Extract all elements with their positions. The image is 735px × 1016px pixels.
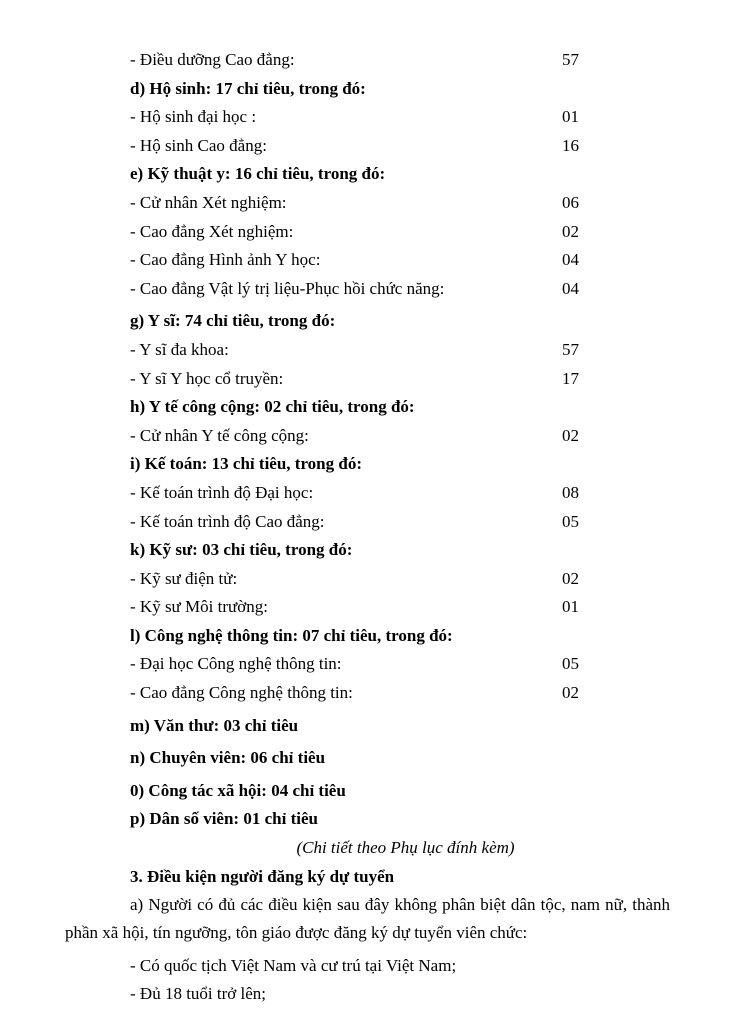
line-text: d) Hộ sinh: 17 chỉ tiêu, trong đó: xyxy=(130,78,366,98)
line-text: a) Người có đủ các điều kiện sau đây không phân biệt dân tộc, nam nữ, thành phần xã hội, tín ngưỡng, tôn giáo được đăng ký dự tuyển viên chức: xyxy=(65,895,670,943)
condition-line xyxy=(130,952,670,981)
quota-group-heading xyxy=(130,160,670,189)
line-text: - Kế toán trình độ Đại học: xyxy=(130,482,314,502)
quota-line xyxy=(130,132,670,161)
quota-value: 02 xyxy=(562,683,579,703)
quota-group-heading xyxy=(130,536,670,565)
quota-line xyxy=(130,508,670,537)
quota-line xyxy=(130,650,670,679)
line-text: - Cử nhân Y tế công cộng: xyxy=(130,425,309,445)
line-text: - Cao đẳng Xét nghiệm: xyxy=(130,221,294,241)
quota-line xyxy=(130,422,670,451)
quota-line xyxy=(130,218,670,247)
line-text: p) Dân số viên: 01 chỉ tiêu xyxy=(130,809,318,829)
quota-line xyxy=(130,679,670,708)
quota-value: 17 xyxy=(562,368,579,388)
quota-line xyxy=(130,365,670,394)
quota-group-heading xyxy=(130,805,670,834)
line-text: h) Y tế công cộng: 02 chỉ tiêu, trong đó: xyxy=(130,397,415,417)
quota-group-heading xyxy=(130,622,670,651)
line-text: - Hộ sinh đại học : xyxy=(130,107,257,127)
quota-value: 04 xyxy=(562,250,579,270)
section-heading xyxy=(130,863,670,892)
quota-value: 01 xyxy=(562,107,579,127)
line-text: l) Công nghệ thông tin: 07 chỉ tiêu, trong đó: xyxy=(130,625,453,645)
line-text: - Cử nhân Xét nghiệm: xyxy=(130,192,287,212)
line-text: - Kỹ sư điện tử: xyxy=(130,568,238,588)
quota-line xyxy=(130,593,670,622)
quota-value: 05 xyxy=(562,654,579,674)
line-text: - Đủ 18 tuổi trở lên; xyxy=(130,984,266,1004)
line-text: - Có quốc tịch Việt Nam và cư trú tại Việt Nam; xyxy=(130,955,457,975)
line-text: 0) Công tác xã hội: 04 chỉ tiêu xyxy=(130,780,346,800)
quota-value: 02 xyxy=(562,568,579,588)
line-text: 3. Điều kiện người đăng ký dự tuyển xyxy=(130,866,395,886)
line-text: - Cao đẳng Vật lý trị liệu-Phục hồi chức năng: xyxy=(130,278,445,298)
quota-value: 16 xyxy=(562,135,579,155)
quota-value: 57 xyxy=(562,339,579,359)
condition-line xyxy=(130,980,670,1009)
line-text: - Y sĩ đa khoa: xyxy=(130,339,229,359)
quota-group-heading xyxy=(130,307,670,336)
line-text: - Đại học Công nghệ thông tin: xyxy=(130,654,342,674)
line-text: m) Văn thư: 03 chỉ tiêu xyxy=(130,715,299,735)
quota-value: 04 xyxy=(562,278,579,298)
quota-value: 05 xyxy=(562,511,579,531)
quota-group-heading xyxy=(130,393,670,422)
line-text: - Cao đẳng Công nghệ thông tin: xyxy=(130,683,353,703)
quota-line xyxy=(130,565,670,594)
document-body xyxy=(65,46,670,1009)
line-text: - Y sĩ Y học cổ truyền: xyxy=(130,368,284,388)
body-paragraph xyxy=(65,891,670,947)
line-text: n) Chuyên viên: 06 chỉ tiêu xyxy=(130,748,326,768)
line-text: - Điều dưỡng Cao đẳng: xyxy=(130,50,295,69)
quota-value: 57 xyxy=(562,50,579,69)
quota-line xyxy=(130,336,670,365)
line-text: (Chi tiết theo Phụ lục đính kèm) xyxy=(296,838,515,858)
line-text: - Hộ sinh Cao đẳng: xyxy=(130,135,267,155)
line-text: i) Kế toán: 13 chỉ tiêu, trong đó: xyxy=(130,454,363,474)
quota-line xyxy=(130,246,670,275)
quota-value: 06 xyxy=(562,192,579,212)
quota-group-heading xyxy=(130,450,670,479)
quota-value: 01 xyxy=(562,597,579,617)
quota-group-heading xyxy=(130,777,670,806)
appendix-note xyxy=(65,834,670,863)
quota-line xyxy=(130,103,670,132)
line-text: k) Kỹ sư: 03 chỉ tiêu, trong đó: xyxy=(130,540,353,560)
quota-group-heading xyxy=(130,75,670,104)
quota-line xyxy=(130,189,670,218)
quota-group-heading xyxy=(130,712,670,741)
line-text: - Kỹ sư Môi trường: xyxy=(130,597,268,617)
line-text: g) Y sĩ: 74 chỉ tiêu, trong đó: xyxy=(130,311,336,331)
quota-line xyxy=(130,479,670,508)
quota-line xyxy=(130,275,670,304)
quota-value: 02 xyxy=(562,425,579,445)
line-text: - Kế toán trình độ Cao đẳng: xyxy=(130,511,325,531)
line-text: - Cao đẳng Hình ảnh Y học: xyxy=(130,250,321,270)
quota-group-heading xyxy=(130,744,670,773)
quota-value: 08 xyxy=(562,482,579,502)
line-text: e) Kỹ thuật y: 16 chỉ tiêu, trong đó: xyxy=(130,164,386,184)
quota-value: 02 xyxy=(562,221,579,241)
quota-line xyxy=(130,46,670,75)
